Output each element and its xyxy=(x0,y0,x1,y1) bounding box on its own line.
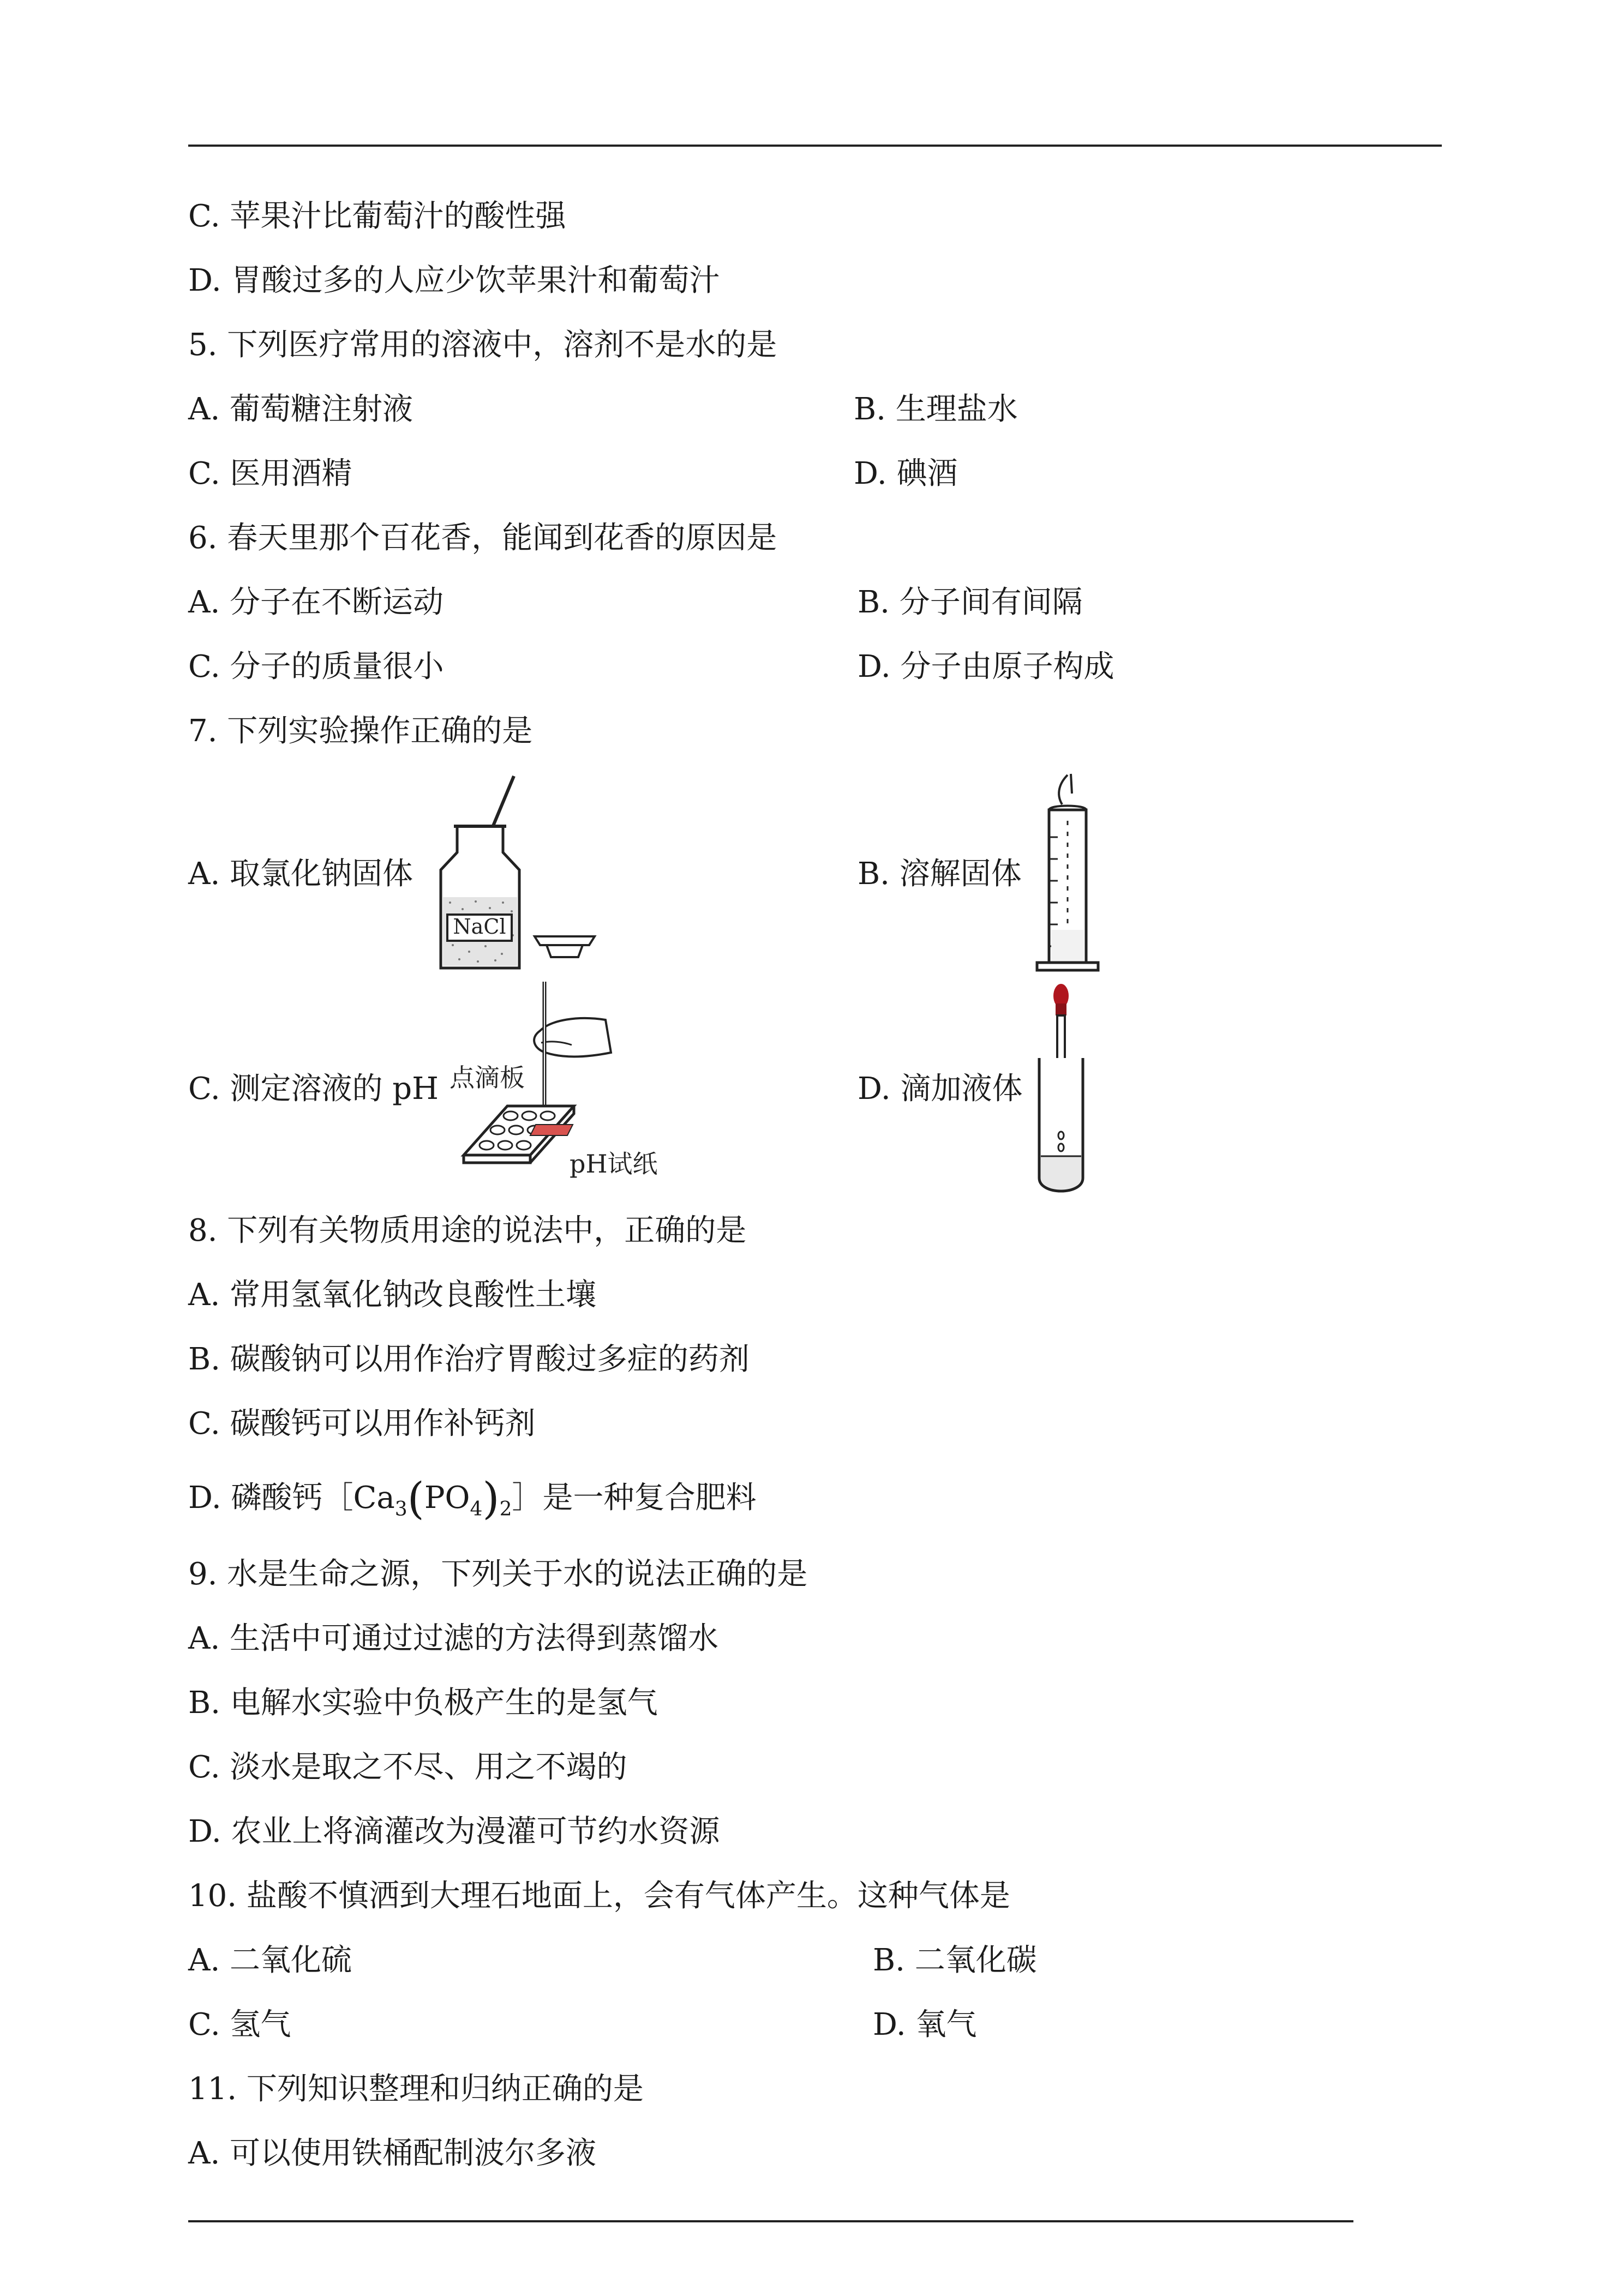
plate-label: 点滴板 xyxy=(450,1063,525,1092)
q7-option-c: C. 测定溶液的 pH xyxy=(188,1071,439,1107)
q4-option-d: D. 胃酸过多的人应少饮苹果汁和葡萄汁 xyxy=(188,263,720,298)
q8-option-d-suffix: ］是一种复合肥料 xyxy=(512,1480,757,1516)
q11-stem: 11. 下列知识整理和归纳正确的是 xyxy=(188,2071,644,2107)
q6-option-d: D. 分子由原子构成 xyxy=(858,649,1114,684)
q6-option-b: B. 分子间有间隔 xyxy=(858,585,1083,620)
q5-option-c: C. 医用酒精 xyxy=(188,456,352,491)
q6-option-c: C. 分子的质量很小 xyxy=(188,649,444,684)
q9-option-a: A. 生活中可通过过滤的方法得到蒸馏水 xyxy=(188,1621,719,1656)
q10-option-d: D. 氧气 xyxy=(873,2007,977,2042)
q6-stem: 6. 春天里那个百花香，能闻到花香的原因是 xyxy=(188,520,777,556)
measuring-cylinder-figure xyxy=(1034,772,1105,976)
q6-option-a: A. 分子在不断运动 xyxy=(188,585,444,620)
calcium-phosphate-formula: $Ca_3(PO_4)_2$ xyxy=(353,1473,512,1524)
q9-stem: 9. 水是生命之源，下列关于水的说法正确的是 xyxy=(188,1556,808,1592)
q5-option-d: D. 碘酒 xyxy=(854,456,958,491)
nacl-bottle-figure xyxy=(431,772,611,976)
q8-option-a: A. 常用氢氧化钠改良酸性土壤 xyxy=(188,1277,597,1313)
dropper-tube-figure xyxy=(1034,982,1099,1200)
q10-option-c: C. 氢气 xyxy=(188,2007,291,2042)
q8-option-d xyxy=(188,1473,757,1529)
header-rule xyxy=(188,145,1442,147)
q7-option-d: D. 滴加液体 xyxy=(858,1071,1023,1107)
nacl-label: NaCl xyxy=(453,915,506,939)
q8-option-c: C. 碳酸钙可以用作补钙剂 xyxy=(188,1406,536,1441)
q8-option-d-prefix: D. 磷酸钙［ xyxy=(188,1480,353,1516)
q10-option-b: B. 二氧化碳 xyxy=(873,1943,1037,1978)
q5-stem: 5. 下列医疗常用的溶液中，溶剂不是水的是 xyxy=(188,327,777,363)
q8-stem: 8. 下列有关物质用途的说法中，正确的是 xyxy=(188,1213,747,1248)
q5-option-b: B. 生理盐水 xyxy=(854,392,1018,427)
q7-stem: 7. 下列实验操作正确的是 xyxy=(188,713,533,749)
q7-option-a: A. 取氯化钠固体 xyxy=(188,856,414,892)
q4-option-c: C. 苹果汁比葡萄汁的酸性强 xyxy=(188,199,566,234)
q10-option-a: A. 二氧化硫 xyxy=(188,1943,352,1978)
q9-option-c: C. 淡水是取之不尽、用之不竭的 xyxy=(188,1750,627,1785)
ph-test-figure xyxy=(447,982,676,1178)
q5-option-a: A. 葡萄糖注射液 xyxy=(188,392,414,427)
q8-option-b: B. 碳酸钠可以用作治疗胃酸过多症的药剂 xyxy=(188,1342,750,1377)
q7-option-b: B. 溶解固体 xyxy=(858,856,1022,892)
paper-label: pH试纸 xyxy=(570,1149,658,1178)
q11-option-a: A. 可以使用铁桶配制波尔多液 xyxy=(188,2136,597,2171)
q10-stem: 10. 盐酸不慎洒到大理石地面上，会有气体产生。这种气体是 xyxy=(188,1878,1010,1914)
q9-option-d: D. 农业上将滴灌改为漫灌可节约水资源 xyxy=(188,1814,720,1849)
footer-rule xyxy=(188,2220,1353,2222)
q9-option-b: B. 电解水实验中负极产生的是氢气 xyxy=(188,1685,658,1721)
